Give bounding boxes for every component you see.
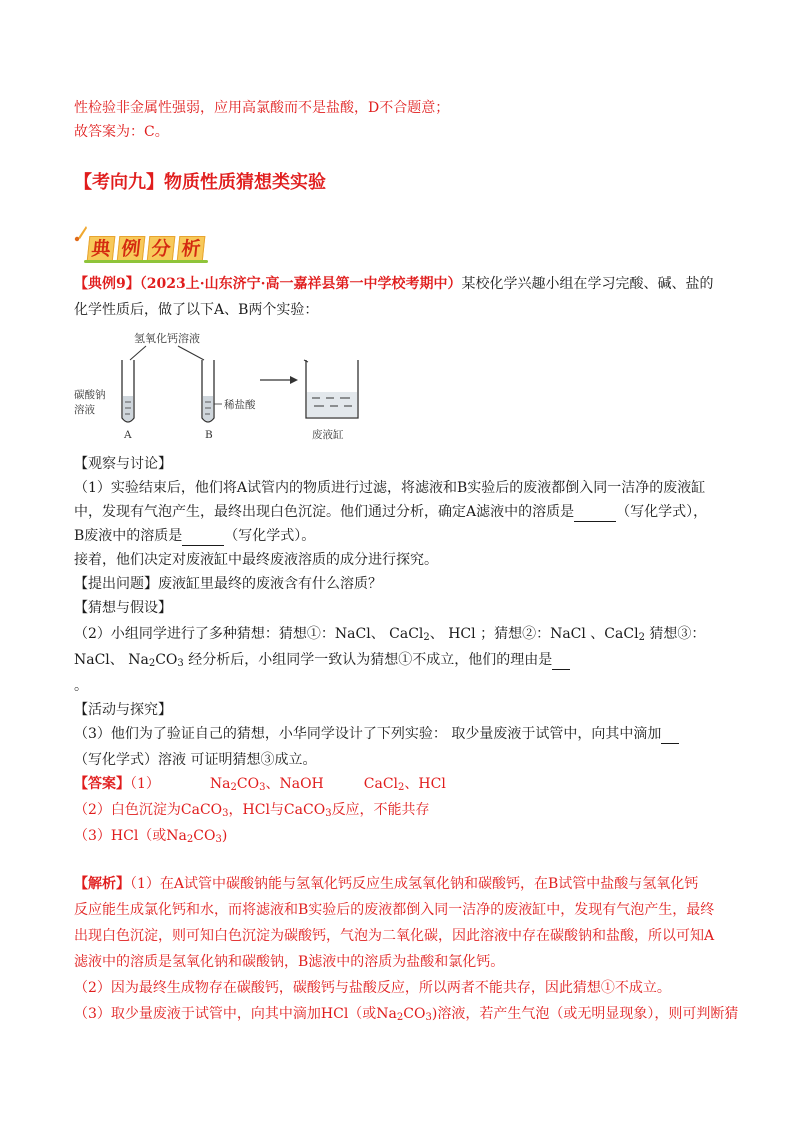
answer-2-a: （2）白色沉淀为CaCO (74, 802, 223, 818)
analysis-heading: 【解析】 (74, 876, 130, 892)
q1-line-3 (74, 526, 315, 546)
q3-line-1 (74, 724, 679, 744)
answer-line-1 (74, 774, 446, 794)
q2-line-3: 。 (74, 678, 88, 694)
continuation-line-1: 性检验非金属性强弱，应用高氯酸而不是盐酸，D不合题意； (74, 100, 450, 116)
sub-2: 2 (423, 632, 430, 643)
sub-2: 2 (638, 632, 645, 643)
banner-char-3: 分 (147, 236, 176, 262)
diagram-right-label: 稀盐酸 (224, 399, 256, 411)
answer-2-c: 反应，不能共存 (331, 802, 430, 818)
answer-1-hcl: 、HCl (404, 776, 446, 792)
answer-1-co: CO (236, 776, 260, 792)
sub-3: 3 (222, 808, 229, 819)
answer-line-2 (74, 800, 430, 820)
analysis-line-3: 出现白色沉淀，则可知白色沉淀为碳酸钙，气泡为二氧化碳，因此溶液中存在碳酸钠和盐酸，所以可知A (74, 928, 715, 944)
example-line-1 (74, 274, 713, 294)
q2-line-2-a: NaCl、 Na (74, 652, 149, 668)
q1-line-3-tail: （写化学式）。 (224, 528, 316, 544)
answer-1-cacl: CaCl (363, 776, 399, 792)
sub-2: 2 (230, 782, 237, 793)
beaker-label: 废液缸 (312, 429, 344, 441)
example-text-1: 某校化学兴趣小组在学习完酸、碱、盐的 (461, 276, 714, 292)
observe-heading: 【观察与讨论】 (74, 456, 172, 472)
sub-3: 3 (325, 808, 332, 819)
q2-line-2 (74, 650, 570, 670)
sub-3: 3 (425, 1012, 432, 1023)
example-label: 【典例9】 (74, 276, 140, 292)
sub-3: 3 (215, 834, 222, 845)
q2-line-2-b: CO (155, 652, 178, 668)
analysis-line-1 (74, 874, 698, 894)
answer-blank-2[interactable] (182, 531, 224, 546)
analysis-text-1: （1）在A试管中碳酸钠能与氢氧化钙反应生成氢氧化钠和碳酸钙，在B试管中盐酸与氢氧化钙 (130, 876, 699, 892)
analysis-line-2: 反应能生成氯化钙和水，而将滤液和B实验后的废液都倒入同一洁净的废液缸中，发现有气泡产生，最终 (74, 902, 715, 918)
example-source: （2023上·山东济宁·高一嘉祥县第一中学校考期中） (139, 276, 462, 292)
q1-line-3-text: B废液中的溶质是 (74, 528, 183, 544)
banner-char-2: 例 (117, 236, 146, 262)
experiment-diagram (74, 326, 374, 446)
answer-3-b: CO (193, 828, 216, 844)
q2-line-2-c: 经分析后，小组同学一致认为猜想①不成立，他们的理由是 (183, 652, 553, 668)
problem-line (74, 574, 382, 594)
problem-text: 废液缸里最终的废液含有什么溶质？ (158, 576, 382, 592)
sub-2: 2 (186, 834, 194, 845)
analysis-line-5: （2）因为最终生成物存在碳酸钙，碳酸钙与盐酸反应，所以两者不能共存，因此猜想①不成立。 (74, 980, 671, 996)
q1-line-1: （1）实验结束后，他们将A试管内的物质进行过滤，将滤液和B实验后的废液都倒入同一洁净的废液缸 (74, 480, 706, 496)
banner-char-1: 典 (87, 236, 116, 262)
analysis-text-6b: CO (403, 1006, 426, 1022)
answer-1-naoh: 、NaOH (265, 776, 324, 792)
q2-line-1-c: 猜想③： (644, 626, 706, 642)
banner-underline (84, 260, 208, 263)
q1-line-2 (74, 502, 707, 522)
sub-3: 3 (259, 782, 266, 793)
q2-line-1-a: （2）小组同学进行了多种猜想：猜想①：NaCl、 CaCl (74, 626, 424, 642)
banner-char-4: 析 (177, 236, 206, 262)
diagram-left-label-1: 碳酸钠 (74, 389, 106, 401)
analysis-text-6c: )溶液，若产生气泡（或无明显现象），则可判断猜 (431, 1006, 739, 1022)
sub-3: 3 (177, 658, 184, 669)
q1-line-2-text: 中，发现有气泡产生，最终出现白色沉淀。他们通过分析，确定A滤液中的溶质是 (74, 504, 575, 520)
answer-heading: 【答案】 (74, 776, 130, 792)
sub-2: 2 (398, 782, 405, 793)
q1-line-2-tail: （写化学式）， (616, 504, 708, 520)
answer-3-c: ) (221, 828, 228, 844)
q3-line-1-text: （3）他们为了验证自己的猜想，小华同学设计了下列实验： 取少量废液于试管中，向其中滴加 (74, 726, 662, 742)
diagram-left-label-2: 溶液 (74, 404, 95, 416)
tube-b-label: B (205, 429, 213, 441)
next-line: 接着，他们决定对废液缸中最终废液溶质的成分进行探究。 (74, 552, 438, 568)
answer-blank-3[interactable] (552, 655, 570, 670)
sub-2: 2 (396, 1012, 404, 1023)
analysis-text-6a: （3）取少量废液于试管中，向其中滴加HCl（或Na (74, 1006, 397, 1022)
answer-3-a: （3）HCl（或Na (74, 828, 187, 844)
sub-2: 2 (148, 658, 156, 669)
answer-line-3 (74, 826, 227, 846)
answer-1-na: Na (209, 776, 231, 792)
activity-heading: 【活动与探究】 (74, 702, 172, 718)
analysis-line-6 (74, 1004, 738, 1024)
answer-2-b: ，HCl与CaCO (228, 802, 326, 818)
section-title: 【考向九】物质性质猜想类实验 (74, 172, 326, 193)
answer-blank-1[interactable] (574, 507, 616, 522)
q2-line-1 (74, 624, 705, 644)
problem-heading: 【提出问题】 (74, 576, 158, 592)
guess-heading: 【猜想与假设】 (74, 600, 172, 616)
q3-line-2: （写化学式）溶液 可证明猜想③成立。 (74, 752, 317, 768)
analysis-line-4: 滤液中的溶质是氢氧化钠和碳酸钠，B滤液中的溶质为盐酸和氯化钙。 (74, 954, 505, 970)
diagram-top-label: 氢氧化钙溶液 (134, 332, 200, 345)
example-line-2: 化学性质后，做了以下A、B两个实验： (74, 302, 319, 318)
answer-1-num: （1） (130, 776, 160, 792)
answer-blank-4[interactable] (661, 729, 679, 744)
q2-line-1-b: 、 HCl ；猜想②：NaCl 、CaCl (429, 626, 639, 642)
tube-a-label: A (124, 429, 132, 441)
continuation-line-2: 故答案为：C。 (74, 124, 169, 140)
example-analysis-banner (72, 222, 212, 266)
